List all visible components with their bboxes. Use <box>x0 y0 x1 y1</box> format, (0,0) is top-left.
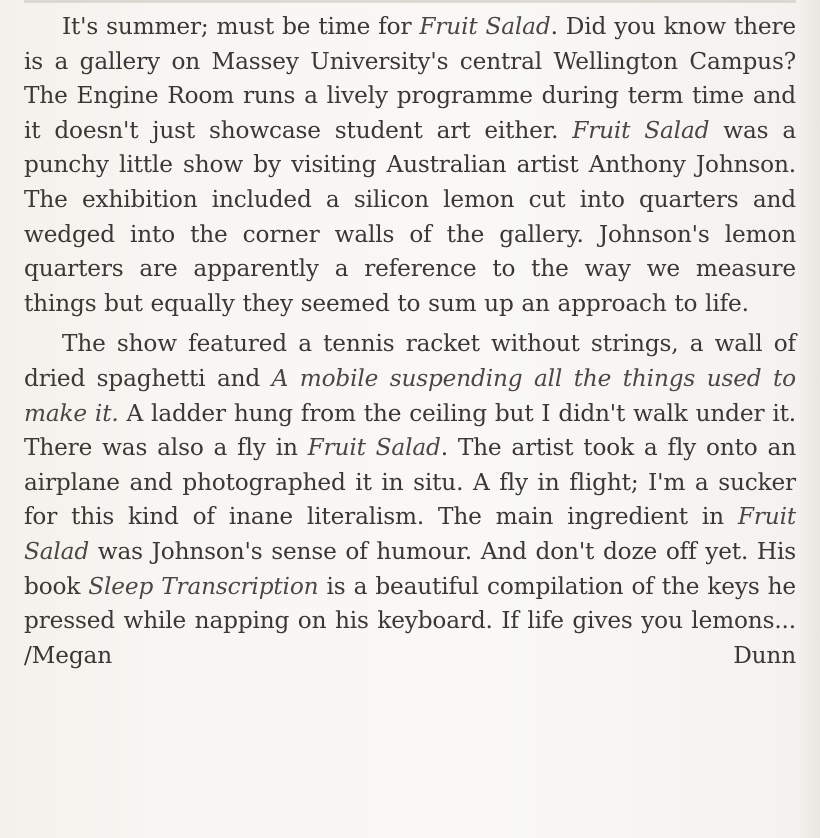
p1-text-2: . Did you know there is a gallery on Massey University's central Wellington Campus? The Engine Room runs a lively programme during term time and it doesn't just showcase student art either. <box>24 13 796 144</box>
p2-text-3: . The artist took a fly onto an airplane and photographed it in situ. A fly in flight; I'm a sucker for this kind of inane literalism. The main ingredient in <box>24 434 796 531</box>
author-byline: /Megan Dunn <box>24 641 796 669</box>
p1-text-1: It's summer; must be time for <box>62 13 420 40</box>
p2-italic-title-2: Fruit Salad <box>24 503 796 565</box>
page-edge-shadow <box>796 0 820 838</box>
paragraph-2 <box>24 327 796 673</box>
p1-text-3: was a punchy little show by visiting Australian artist Anthony Johnson. The exhibition included a silicon lemon cut into quarters and wedged into the corner walls of the gallery. Johnson's lemon quarters are apparently a reference to the way we measure things but equally they seemed to sum up an approach to life. <box>24 116 796 317</box>
p2-italic-work-title: A mobile suspending all the things used to make it. <box>24 364 796 427</box>
p1-italic-title-1: Fruit Salad <box>419 13 551 40</box>
p2-text-5: is a beautiful compilation of the keys he pressed while napping on his keyboard. If life gives you lemons... <box>24 572 796 635</box>
p2-italic-title-1: Fruit Salad <box>307 434 441 462</box>
top-rule <box>24 0 796 3</box>
review-article <box>24 10 796 673</box>
p2-text-1: The show featured a tennis racket without strings, a wall of dried spaghetti and <box>24 330 796 392</box>
p2-italic-book-title: Sleep Transcription <box>88 572 319 600</box>
p1-italic-title-2: Fruit Salad <box>572 116 710 144</box>
p2-text-4: was Johnson's sense of humour. And don't doze off yet. His book <box>24 537 796 600</box>
paragraph-1 <box>24 10 796 321</box>
p2-text-2: A ladder hung from the ceiling but I didn't walk under it. There was also a fly in <box>24 399 796 462</box>
